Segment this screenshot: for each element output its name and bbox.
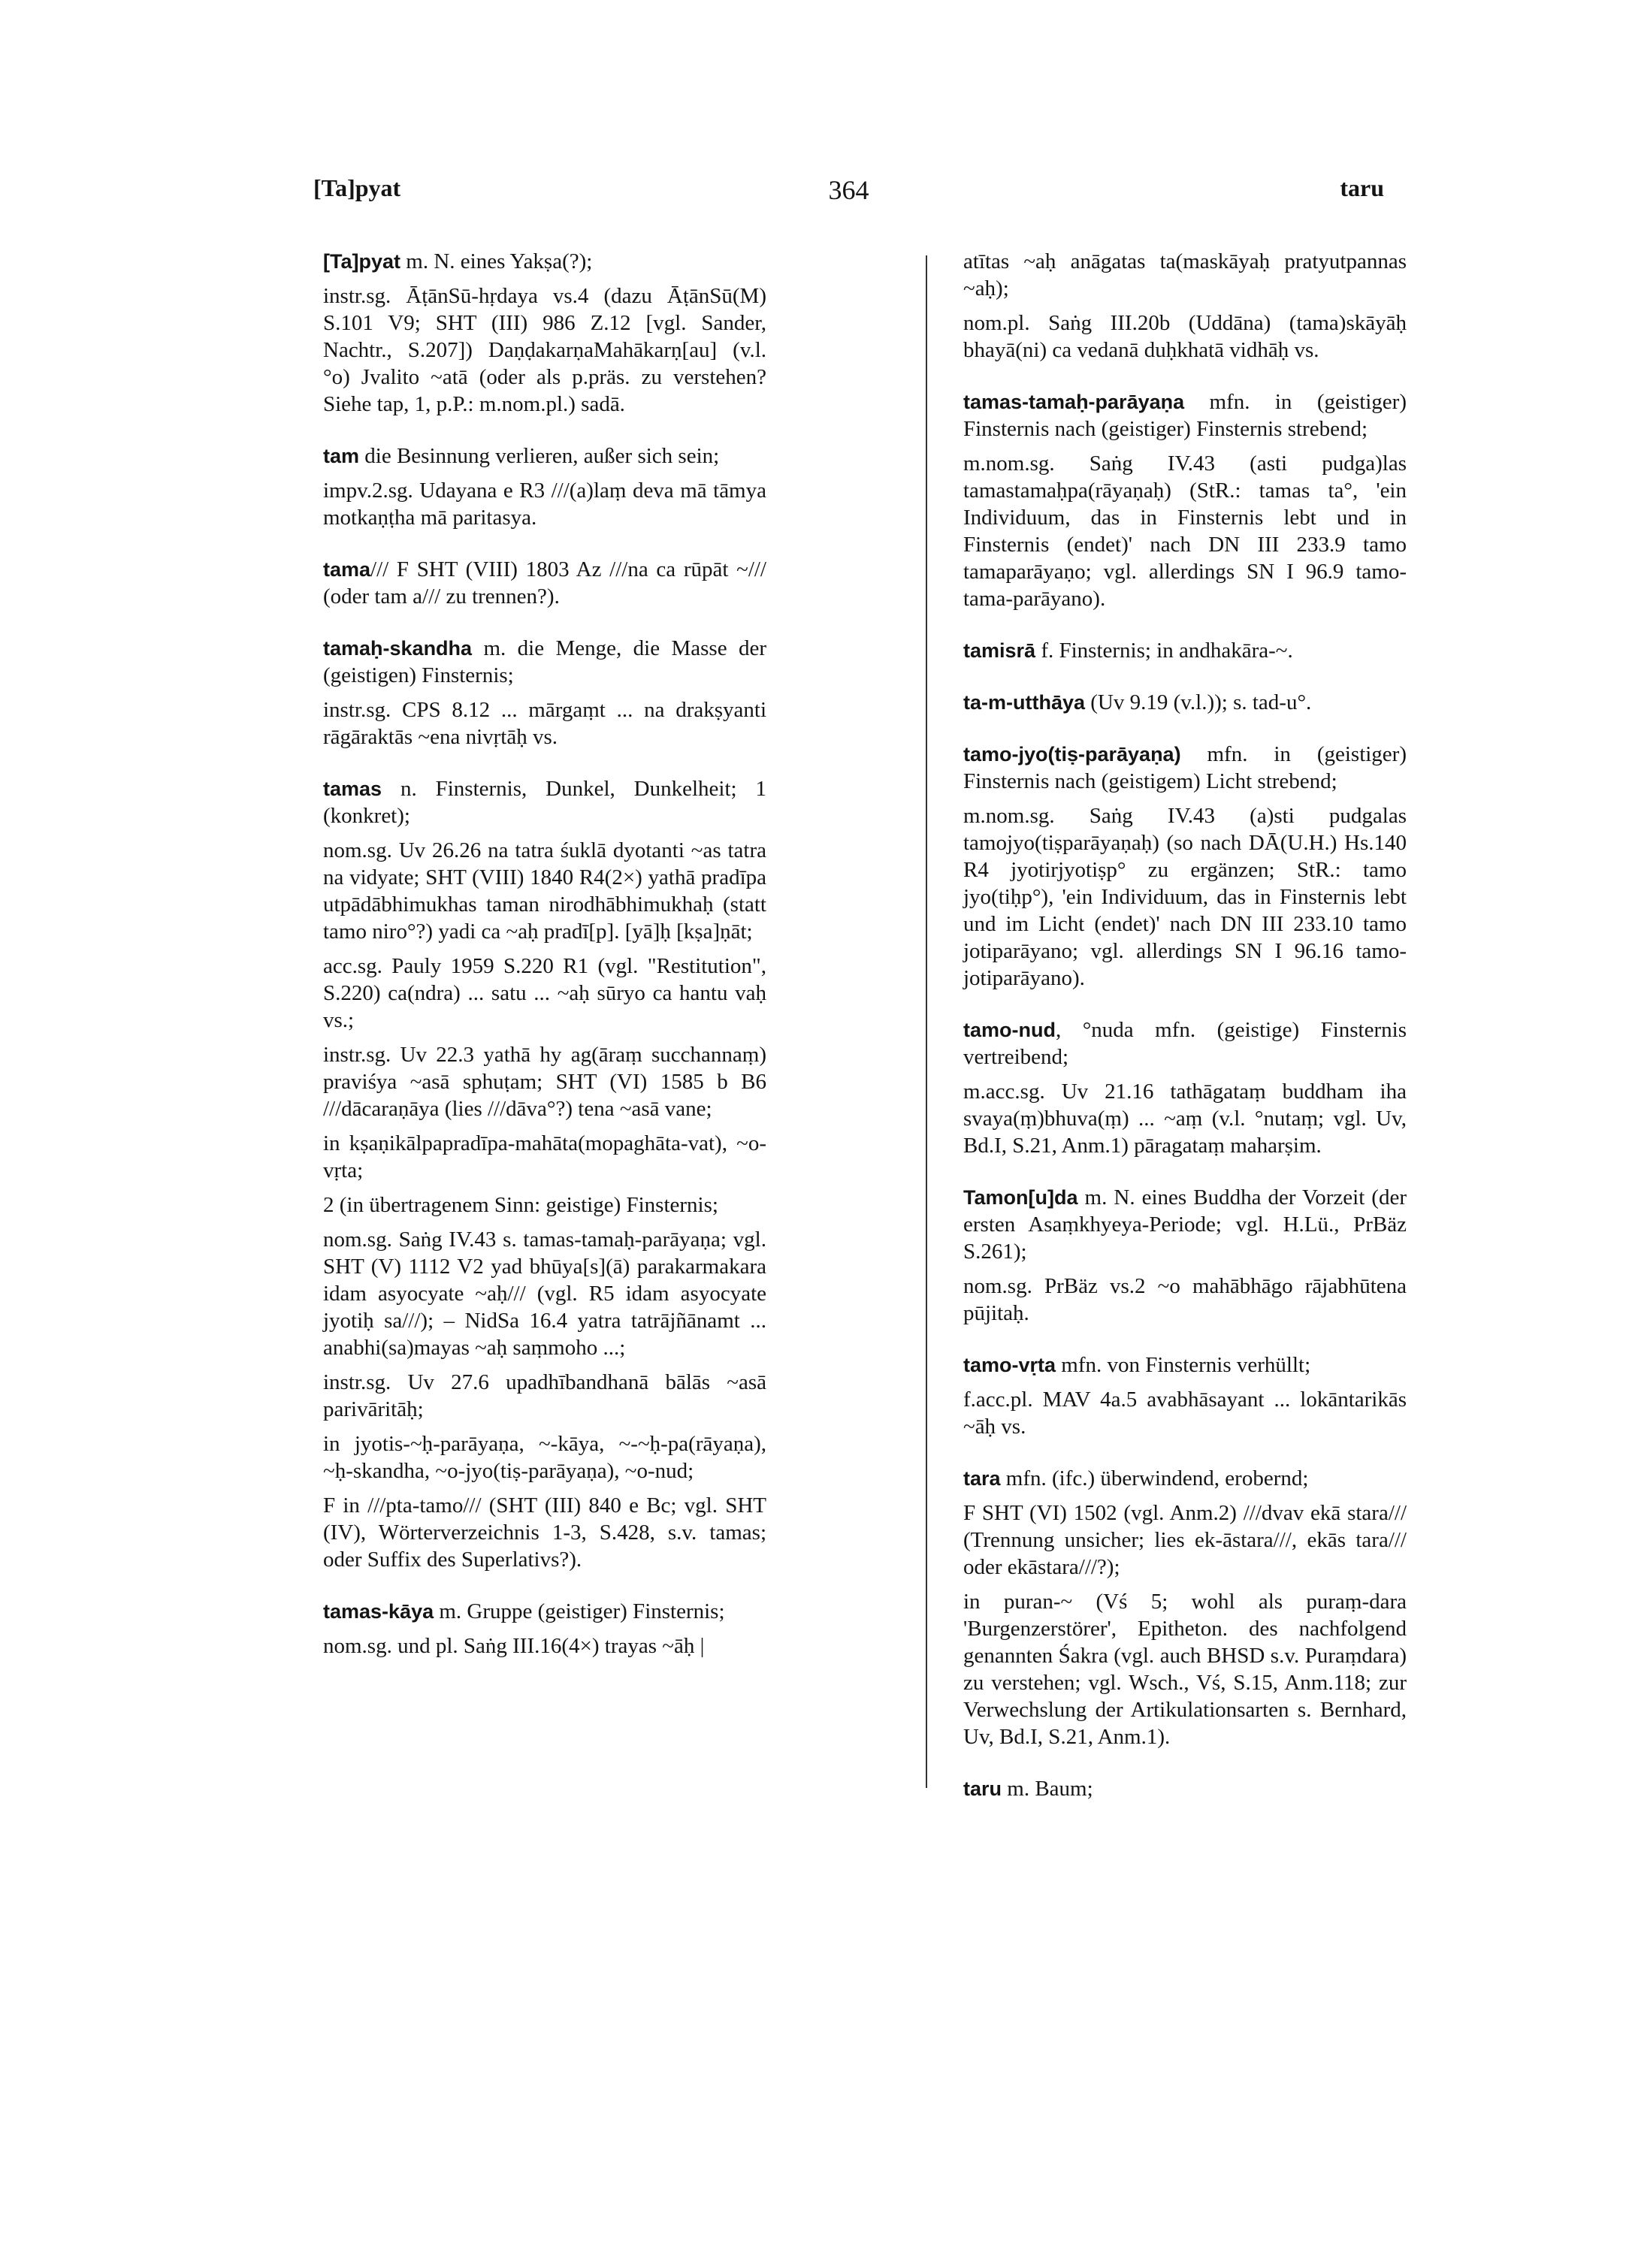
running-head [313, 174, 1384, 212]
entry-headline: tamas n. Finsternis, Dunkel, Dunkelheit; 1 (konkret); [323, 777, 766, 828]
dictionary-entry-ta-pyat [323, 248, 766, 418]
entry-lemma: tamaḥ-skandha [323, 637, 473, 660]
entry-lemma: tamisrā [963, 639, 1036, 662]
dictionary-entry-tama [323, 556, 766, 610]
dictionary-entry-tamo-nud [963, 1016, 1407, 1159]
dictionary-entry-tara [963, 1465, 1407, 1750]
entry-citation: m.acc.sg. Uv 21.16 tathāgataṃ buddham iha svaya(ṃ)bhuva(ṃ) ... ~aṃ (v.l. °nutaṃ; vgl. Uv, Bd.I, S.21, Anm.1) pāragataṃ maharṣim. [963, 1080, 1407, 1158]
entry-citation: f.acc.pl. MAV 4a.5 avabhāsayant ... lokāntarikās ~āḥ vs. [963, 1388, 1407, 1439]
entry-lemma: tamas-kāya [323, 1600, 434, 1623]
entry-lemma: ta-m-utthāya [963, 691, 1086, 714]
entry-headline: tamas-kāya m. Gruppe (geistiger) Finsternis; [323, 1599, 725, 1623]
dictionary-entry-tama-skandha [323, 635, 766, 750]
dictionary-entry-tam [323, 442, 766, 531]
entry-citation: instr.sg. CPS 8.12 ... mārgaṃt ... na drakṣyanti rāgāraktās ~ena nivṛtāḥ vs. [323, 698, 766, 749]
running-head-left: [Ta]pyat [313, 174, 401, 201]
entry-lemma: Tamon[u]da [963, 1186, 1078, 1209]
entry-lemma: tamo-jyo(tiṣ-parāyaṇa) [963, 743, 1181, 766]
entry-headline: tamo-jyo(tiṣ-parāyaṇa) mfn. in (geistiger) Finsternis nach (geistigem) Licht strebend; [963, 742, 1407, 793]
entry-headline: ta-m-utthāya (Uv 9.19 (v.l.)); s. tad-u°. [963, 690, 1312, 714]
entry-headline: tamo-vṛta mfn. von Finsternis verhüllt; [963, 1353, 1311, 1377]
entry-headline: tara mfn. (ifc.) überwindend, erobernd; [963, 1466, 1309, 1490]
entry-headline: tamas-tamaḥ-parāyaṇa mfn. in (geistiger) Finsternis nach (geistiger) Finsternis strebend; [963, 390, 1407, 441]
entry-citation: nom.pl. Saṅg III.20b (Uddāna) (tama)skāyāḥ bhayā(ni) ca vedanā duḥkhatā vidhāḥ vs. [963, 311, 1407, 362]
entry-citation: instr.sg. ĀṭānSū-hṛdaya vs.4 (dazu ĀṭānSū(M) S.101 V9; SHT (III) 986 Z.12 [vgl. Sander, Nachtr., S.207]) DaṇḍakarṇaMahākarṇ[au] (v.l. °o) Jvalito ~atā (oder als p.präs. zu verstehen? Siehe tap, 1, p.P.: m.nom.pl.) sadā. [323, 284, 766, 416]
entry-headline: tamisrā f. Finsternis; in andhakāra-~. [963, 639, 1293, 663]
entry-lemma: tam [323, 445, 360, 467]
entry-lemma: tamo-nud [963, 1019, 1056, 1041]
dictionary-entry-tamas-tama-par-ya-a [963, 388, 1407, 612]
dictionary-entry-taru [963, 1775, 1407, 1802]
entry-headline: tam die Besinnung verlieren, außer sich sein; [323, 444, 720, 468]
entry-citation: in jyotis-~ḥ-parāyaṇa, ~-kāya, ~-~ḥ-pa(rāyaṇa), ~ḥ-skandha, ~o-jyo(tiṣ-parāyaṇa), ~o-nud; [323, 1432, 766, 1483]
left-column [323, 248, 766, 1684]
dictionary-entry-tamon-u-da [963, 1184, 1407, 1327]
entry-citation: m.nom.sg. Saṅg IV.43 (asti pudga)las tamastamaḥpa(rāyaṇaḥ) (StR.: tamas ta°, 'ein Individuum, das in Finsternis lebt und in Finsternis (endet)' nach DN III 233.9 tamo tamaparāyaṇo; vgl. allerdings SN I 96.9 tamo-tama-parāyano). [963, 451, 1407, 611]
entry-citation: nom.sg. Saṅg IV.43 s. tamas-tamaḥ-parāyaṇa; vgl. SHT (V) 1112 V2 yad bhūya[s](ā) parakarmakara idam asyocyate ~aḥ/// (vgl. R5 idam asyocyate jyotiḥ sa///); – NidSa 16.4 yatra tatrājñānamt ... anabhi(sa)mayas ~aḥ saṃmoho ...; [323, 1228, 766, 1360]
entry-headline: tamo-nud, °nuda mfn. (geistige) Finsternis vertreibend; [963, 1018, 1407, 1069]
entry-citation: nom.sg. PrBäz vs.2 ~o mahābhāgo rājabhūtena pūjitaḥ. [963, 1274, 1407, 1325]
entry-citation: instr.sg. Uv 27.6 upadhībandhanā bālās ~asā parivāritāḥ; [323, 1370, 766, 1421]
dictionary-entry-ta-m-utth-ya [963, 689, 1407, 716]
entry-citation: acc.sg. Pauly 1959 S.220 R1 (vgl. "Restitution", S.220) ca(ndra) ... satu ... ~aḥ sūryo ca hantu vaḥ vs.; [323, 954, 766, 1032]
dictionary-entry-continuation [963, 248, 1407, 364]
entry-headline: Tamon[u]da m. N. eines Buddha der Vorzeit (der ersten Asaṃkhyeya-Periode; vgl. H.Lü., PrBäz S.261); [963, 1185, 1407, 1264]
entry-citation: m.nom.sg. Saṅg IV.43 (a)sti pudgalas tamojyo(tiṣparāyaṇaḥ) (so nach DĀ(U.H.) Hs.140 R4 jyotirjyotiṣp° zu ergänzen; StR.: tamo jyo(tiḥp°), 'ein Individuum, das in Finsternis lebt und im Licht (endet)' nach DN III 233.10 tamo jotiparāyano; vgl. allerdings SN I 96.16 tamo-jotiparāyano). [963, 804, 1407, 990]
dictionary-entry-tamisr [963, 637, 1407, 664]
running-head-right: taru [1340, 174, 1384, 201]
dictionary-entry-tamo-jyo-ti-par-ya-a [963, 741, 1407, 992]
entry-headline: [Ta]pyat m. N. eines Yakṣa(?); [323, 249, 593, 273]
entry-citation: F in ///pta-tamo/// (SHT (III) 840 e Bc; vgl. SHT (IV), Wörterverzeichnis 1-3, S.428, s.v. tamas; oder Suffix des Superlativs?). [323, 1493, 766, 1572]
entry-lemma: tara [963, 1467, 1001, 1490]
entry-citation: in puran-~ (Vś 5; wohl als puraṃ-dara 'Burgenzerstörer', Epitheton. des nachfolgend genannten Śakra (vgl. auch BHSD s.v. Puraṃdara) zu verstehen; vgl. Wsch., Vś, S.15, Anm.118; zur Verwechslung der Artikulationsarten s. Bernhard, Uv, Bd.I, S.21, Anm.1). [963, 1590, 1407, 1749]
entry-lemma: tamo-vṛta [963, 1354, 1056, 1376]
right-column [963, 248, 1407, 1827]
column-divider [926, 255, 927, 1788]
entry-citation: nom.sg. Uv 26.26 na tatra śuklā dyotanti ~as tatra na vidyate; SHT (VIII) 1840 R4(2×) yathā pradīpa utpādābhimukhas taman nirodhābhimukhaḥ (statt tamo niro°?) yadi ca ~aḥ pradī[p]. [yā]ḥ [kṣa]ṇāt; [323, 838, 766, 944]
entry-headline: tama/// F SHT (VIII) 1803 Az ///na ca rūpāt ~/// (oder tam a/// zu trennen?). [323, 557, 766, 609]
entry-headline: taru m. Baum; [963, 1777, 1093, 1801]
entry-citation: F SHT (VI) 1502 (vgl. Anm.2) ///dvav ekā stara/// (Trennung unsicher; lies ek-āstara///, ekās tara/// oder ekāstara///?); [963, 1501, 1407, 1579]
entry-citation: impv.2.sg. Udayana e R3 ///(a)laṃ deva mā tāmya motkaṇṭha mā paritasya. [323, 479, 766, 530]
dictionary-entry-tamo-v-ta [963, 1351, 1407, 1440]
entry-citation: in kṣaṇikālpapradīpa-mahāta(mopaghāta-vat), ~o-vṛta; [323, 1131, 766, 1182]
entry-citation: instr.sg. Uv 22.3 yathā hy ag(āraṃ succhannaṃ) praviśya ~asā sphuṭam; SHT (VI) 1585 b B6 ///dācaraṇāya (lies ///dāva°?) tena ~asā vane; [323, 1043, 766, 1121]
entry-headline: tamaḥ-skandha m. die Menge, die Masse der (geistigen) Finsternis; [323, 636, 766, 687]
entry-lemma: tama [323, 558, 371, 581]
entry-citation: atītas ~aḥ anāgatas ta(maskāyaḥ pratyutpannas ~aḥ); [963, 249, 1407, 300]
entry-lemma: [Ta]pyat [323, 250, 401, 273]
dictionary-entry-tamas [323, 775, 766, 1573]
entry-lemma: tamas-tamaḥ-parāyaṇa [963, 391, 1185, 413]
entry-citation: 2 (in übertragenem Sinn: geistige) Finsternis; [323, 1193, 718, 1217]
dictionary-entry-tamas-k-ya [323, 1598, 766, 1659]
entry-lemma: taru [963, 1777, 1002, 1800]
page-number: 364 [828, 175, 869, 205]
entry-citation: nom.sg. und pl. Saṅg III.16(4×) trayas ~āḥ | [323, 1634, 705, 1658]
entry-lemma: tamas [323, 778, 382, 800]
